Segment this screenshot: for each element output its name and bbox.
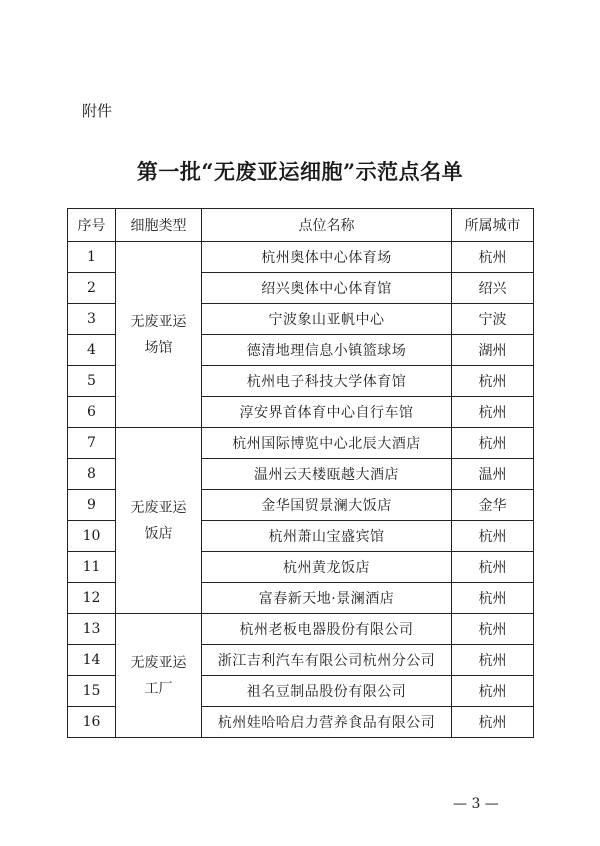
site-city: 金华: [452, 490, 534, 521]
row-number: 4: [68, 335, 116, 366]
site-name: 浙江吉利汽车有限公司杭州分公司: [202, 645, 452, 676]
site-name: 淳安界首体育中心自行车馆: [202, 397, 452, 428]
site-name: 富春新天地·景澜酒店: [202, 583, 452, 614]
site-name: 金华国贸景澜大饭店: [202, 490, 452, 521]
header-city: 所属城市: [452, 209, 534, 242]
site-city: 杭州: [452, 707, 534, 738]
row-number: 7: [68, 428, 116, 459]
site-name: 杭州老板电器股份有限公司: [202, 614, 452, 645]
cell-type-line1: 无废亚运: [130, 654, 187, 671]
site-city: 温州: [452, 459, 534, 490]
cell-type-line2: 饭店: [144, 525, 173, 542]
row-number: 13: [68, 614, 116, 645]
cell-type-group: [116, 428, 202, 614]
table-header-row: [68, 209, 534, 242]
cell-type-line2: 工厂: [144, 680, 173, 697]
cell-type-group: [116, 614, 202, 738]
table-row: [68, 428, 534, 459]
site-city: 杭州: [452, 552, 534, 583]
site-name: 杭州奥体中心体育场: [202, 242, 452, 273]
document-title: 第一批“无废亚运细胞”示范点名单: [136, 159, 464, 184]
site-city: 杭州: [452, 366, 534, 397]
row-number: 1: [68, 242, 116, 273]
site-city: 杭州: [452, 645, 534, 676]
site-city: 杭州: [452, 521, 534, 552]
attachment-label: 附件: [82, 102, 113, 120]
site-city: 杭州: [452, 583, 534, 614]
site-name: 杭州电子科技大学体育馆: [202, 366, 452, 397]
site-city: 绍兴: [452, 273, 534, 304]
page-number: — 3 —: [453, 796, 499, 812]
row-number: 8: [68, 459, 116, 490]
row-number: 11: [68, 552, 116, 583]
cell-type-line2: 场馆: [144, 339, 173, 356]
site-city: 杭州: [452, 428, 534, 459]
site-name: 祖名豆制品股份有限公司: [202, 676, 452, 707]
cell-type-line1: 无废亚运: [130, 499, 187, 516]
site-name: 宁波象山亚帆中心: [202, 304, 452, 335]
row-number: 15: [68, 676, 116, 707]
site-name: 绍兴奥体中心体育馆: [202, 273, 452, 304]
row-number: 16: [68, 707, 116, 738]
site-name: 杭州黄龙饭店: [202, 552, 452, 583]
site-name: 德清地理信息小镇篮球场: [202, 335, 452, 366]
header-name: 点位名称: [202, 209, 452, 242]
row-number: 12: [68, 583, 116, 614]
site-city: 杭州: [452, 242, 534, 273]
row-number: 3: [68, 304, 116, 335]
site-name: 杭州国际博览中心北辰大酒店: [202, 428, 452, 459]
site-name: 温州云天楼瓯越大酒店: [202, 459, 452, 490]
site-city: 湖州: [452, 335, 534, 366]
header-type: 细胞类型: [116, 209, 202, 242]
row-number: 10: [68, 521, 116, 552]
row-number: 14: [68, 645, 116, 676]
site-name: 杭州娃哈哈启力营养食品有限公司: [202, 707, 452, 738]
demo-site-table: [67, 208, 534, 738]
site-city: 杭州: [452, 614, 534, 645]
site-name: 杭州萧山宝盛宾馆: [202, 521, 452, 552]
site-city: 宁波: [452, 304, 534, 335]
row-number: 6: [68, 397, 116, 428]
site-city: 杭州: [452, 676, 534, 707]
table-row: [68, 242, 534, 273]
row-number: 9: [68, 490, 116, 521]
row-number: 5: [68, 366, 116, 397]
site-city: 杭州: [452, 397, 534, 428]
row-number: 2: [68, 273, 116, 304]
header-no: 序号: [68, 209, 116, 242]
cell-type-group: [116, 242, 202, 428]
table-row: [68, 614, 534, 645]
cell-type-line1: 无废亚运: [130, 313, 187, 330]
